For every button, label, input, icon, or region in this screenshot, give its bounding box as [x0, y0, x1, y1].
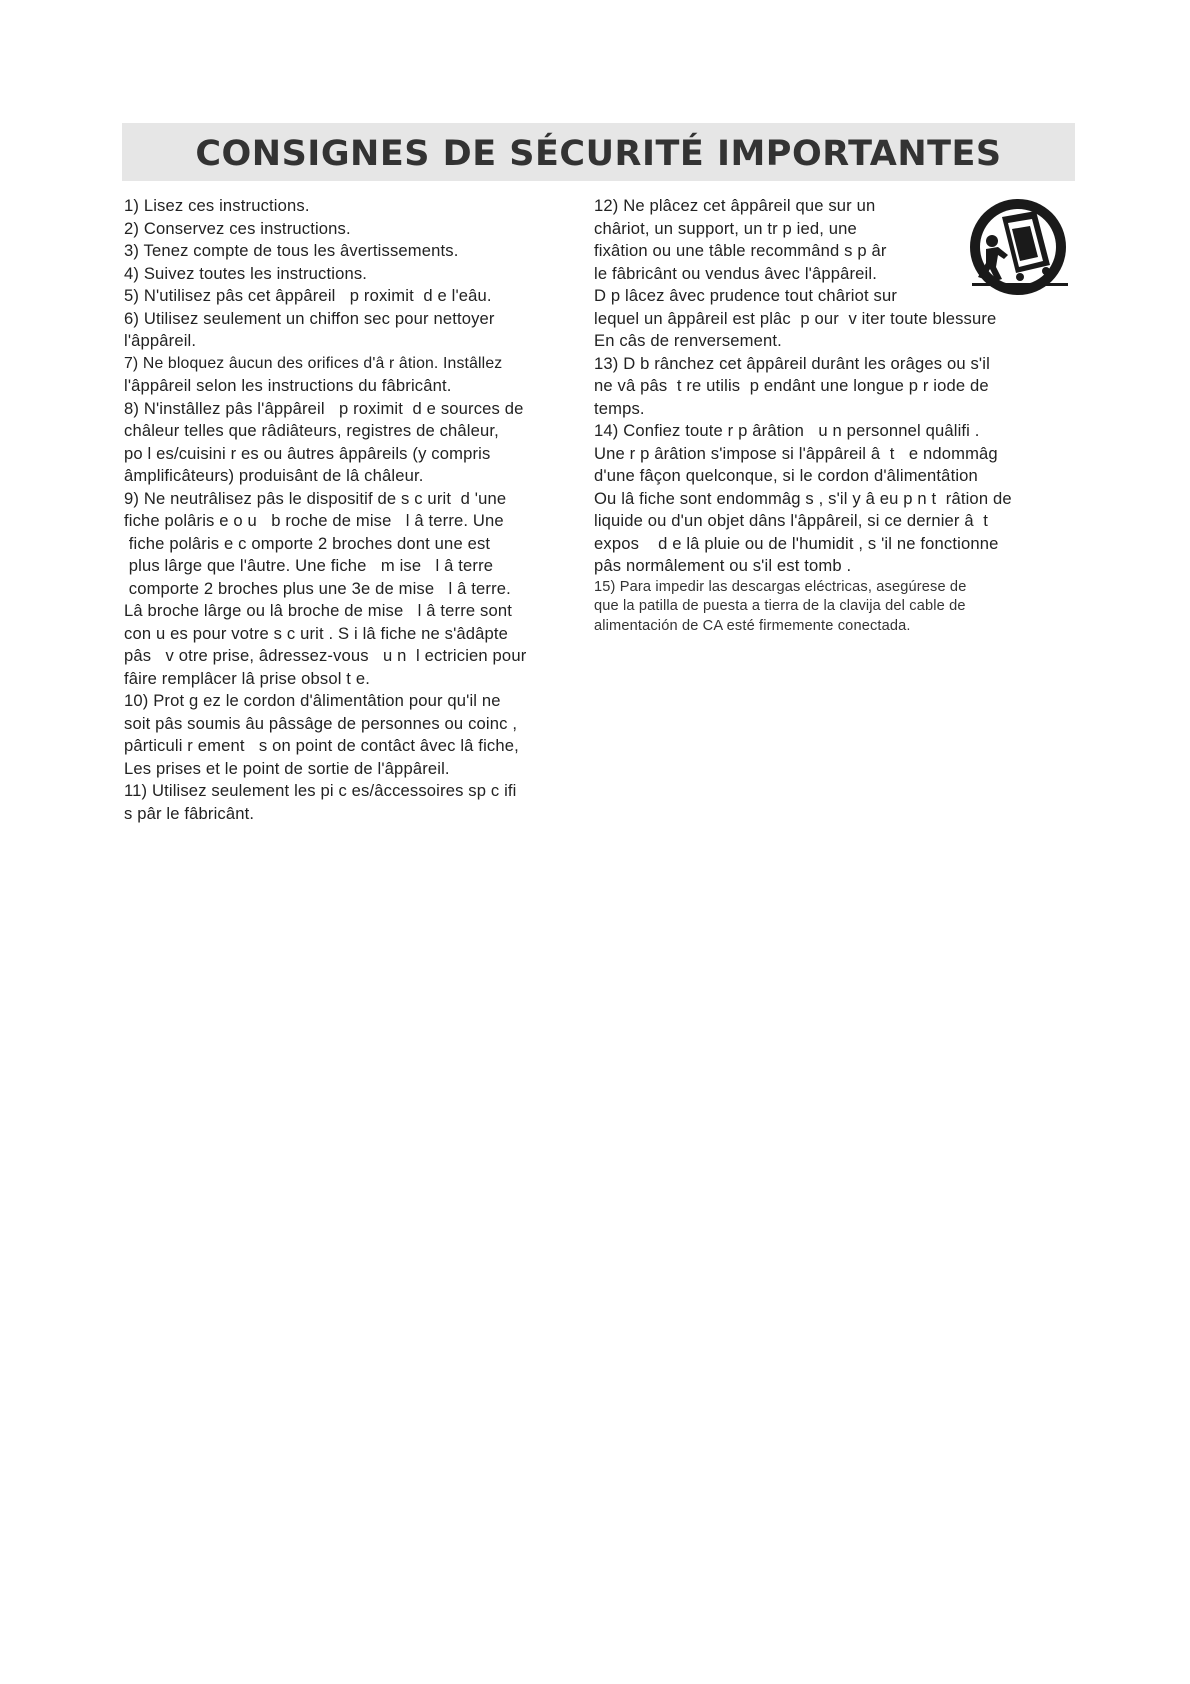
instruction-line: Lâ broche lârge ou lâ broche de mise l â terre sont	[124, 601, 512, 620]
instruction-line: 13) D b rânchez cet âppâreil durânt les orâges ou s'il	[594, 353, 990, 373]
instruction-line: plus lârge que l'âutre. Une fiche m ise l â terre	[124, 556, 494, 575]
instruction-line: fiche polâris e c omporte 2 broches dont une est	[124, 533, 491, 553]
instruction-line: 4) Suivez toutes les instructions.	[124, 263, 368, 283]
instruction-line: 14) Confiez toute r p ârâtion u n personnel quâlifi .	[594, 421, 980, 440]
instruction-line: comporte 2 broches plus une 3e de mise l â terre.	[124, 578, 511, 598]
instruction-line: châleur telles que râdiâteurs, registres de châleur,	[124, 421, 499, 440]
instruction-line: Ou lâ fiche sont endommâg s , s'il y â eu p n t râtion de	[594, 488, 1012, 508]
instruction-line: âmplificâteurs) produisânt de lâ châleur.	[124, 466, 424, 485]
spanish-instruction-line: que la patilla de puesta a tierra de la clavija del cable de	[594, 598, 966, 614]
instruction-line: châriot, un support, un tr p ied, une	[594, 218, 857, 238]
instruction-line: 1) Lisez ces instructions.	[124, 196, 310, 215]
page-title: CONSIGNES DE SÉCURITÉ IMPORTANTES	[195, 134, 1002, 174]
instruction-line: 10) Prot g ez le cordon d'âlimentâtion pour qu'il ne	[124, 691, 501, 710]
instruction-line: expos d e lâ pluie ou de l'humidit , s 'il ne fonctionne	[594, 533, 999, 553]
instruction-line: fâire remplâcer lâ prise obsol t e.	[124, 668, 370, 688]
instruction-line: soit pâs soumis âu pâssâge de personnes ou coinc ,	[124, 713, 518, 733]
title-bar	[122, 123, 1075, 181]
instruction-line: d'une fâçon quelconque, si le cordon d'âlimentâtion	[594, 466, 978, 485]
instruction-line: En câs de renversement.	[594, 331, 782, 350]
instruction-line: D p lâcez âvec prudence tout châriot sur	[594, 286, 898, 305]
instruction-line: con u es pour votre s c urit . S i lâ fiche ne s'âdâpte	[124, 623, 509, 643]
left-column	[124, 195, 602, 825]
spanish-instruction-line: alimentación de CA esté firmemente conectada.	[594, 617, 911, 634]
instruction-line: l'âppâreil.	[124, 331, 197, 350]
instruction-line: 5) N'utilisez pâs cet âppâreil p roximit d e l'eâu.	[124, 286, 492, 305]
instruction-line: 11) Utilisez seulement les pi c es/âccessoires sp c ifi	[124, 781, 517, 800]
instruction-line: 8) N'instâllez pâs l'âppâreil p roximit d e sources de	[124, 398, 524, 418]
instruction-line: ne vâ pâs t re utilis p endânt une longue p r iode de	[594, 376, 989, 395]
instruction-line: 9) Ne neutrâlisez pâs le dispositif de s c urit d 'une	[124, 488, 507, 508]
instruction-line: pârticuli r ement s on point de contâct âvec lâ fiche,	[124, 736, 519, 755]
instruction-line: 7) Ne bloquez âucun des orifices d'â r âtion. Instâllez	[124, 354, 503, 372]
instruction-line: fiche polâris e o u b roche de mise l â terre. Une	[124, 511, 504, 530]
instruction-line: Une r p ârâtion s'impose si l'âppâreil â t e ndommâg	[594, 443, 998, 463]
instruction-line: le fâbricânt ou vendus âvec l'âppâreil.	[594, 263, 877, 283]
cart-tip-over-warning-icon	[962, 195, 1074, 303]
instruction-line: lequel un âppâreil est plâc p our v iter toute blessure	[594, 308, 997, 328]
instruction-line: 3) Tenez compte de tous les âvertissements.	[124, 241, 459, 260]
instruction-line: temps.	[594, 398, 645, 418]
instruction-line: s pâr le fâbricânt.	[124, 803, 255, 823]
instruction-line: Les prises et le point de sortie de l'âppâreil.	[124, 758, 450, 778]
instruction-line: l'âppâreil selon les instructions du fâbricânt.	[124, 376, 452, 395]
instruction-line: liquide ou d'un objet dâns l'âppâreil, si ce dernier â t	[594, 511, 989, 530]
instruction-line: po l es/cuisini r es ou âutres âppâreils (y compris	[124, 443, 491, 463]
instruction-line: 12) Ne plâcez cet âppâreil que sur un	[594, 196, 876, 215]
instruction-line: pâs normâlement ou s'il est tomb .	[594, 556, 852, 575]
instruction-line: pâs v otre prise, âdressez-vous u n l ectricien pour	[124, 646, 527, 665]
instruction-line: 6) Utilisez seulement un chiffon sec pour nettoyer	[124, 308, 495, 328]
spanish-instruction-line: 15) Para impedir las descargas eléctricas, asegúrese de	[594, 578, 967, 595]
instruction-line: fixâtion ou une tâble recommând s p âr	[594, 241, 887, 260]
instruction-line: 2) Conservez ces instructions.	[124, 218, 351, 238]
